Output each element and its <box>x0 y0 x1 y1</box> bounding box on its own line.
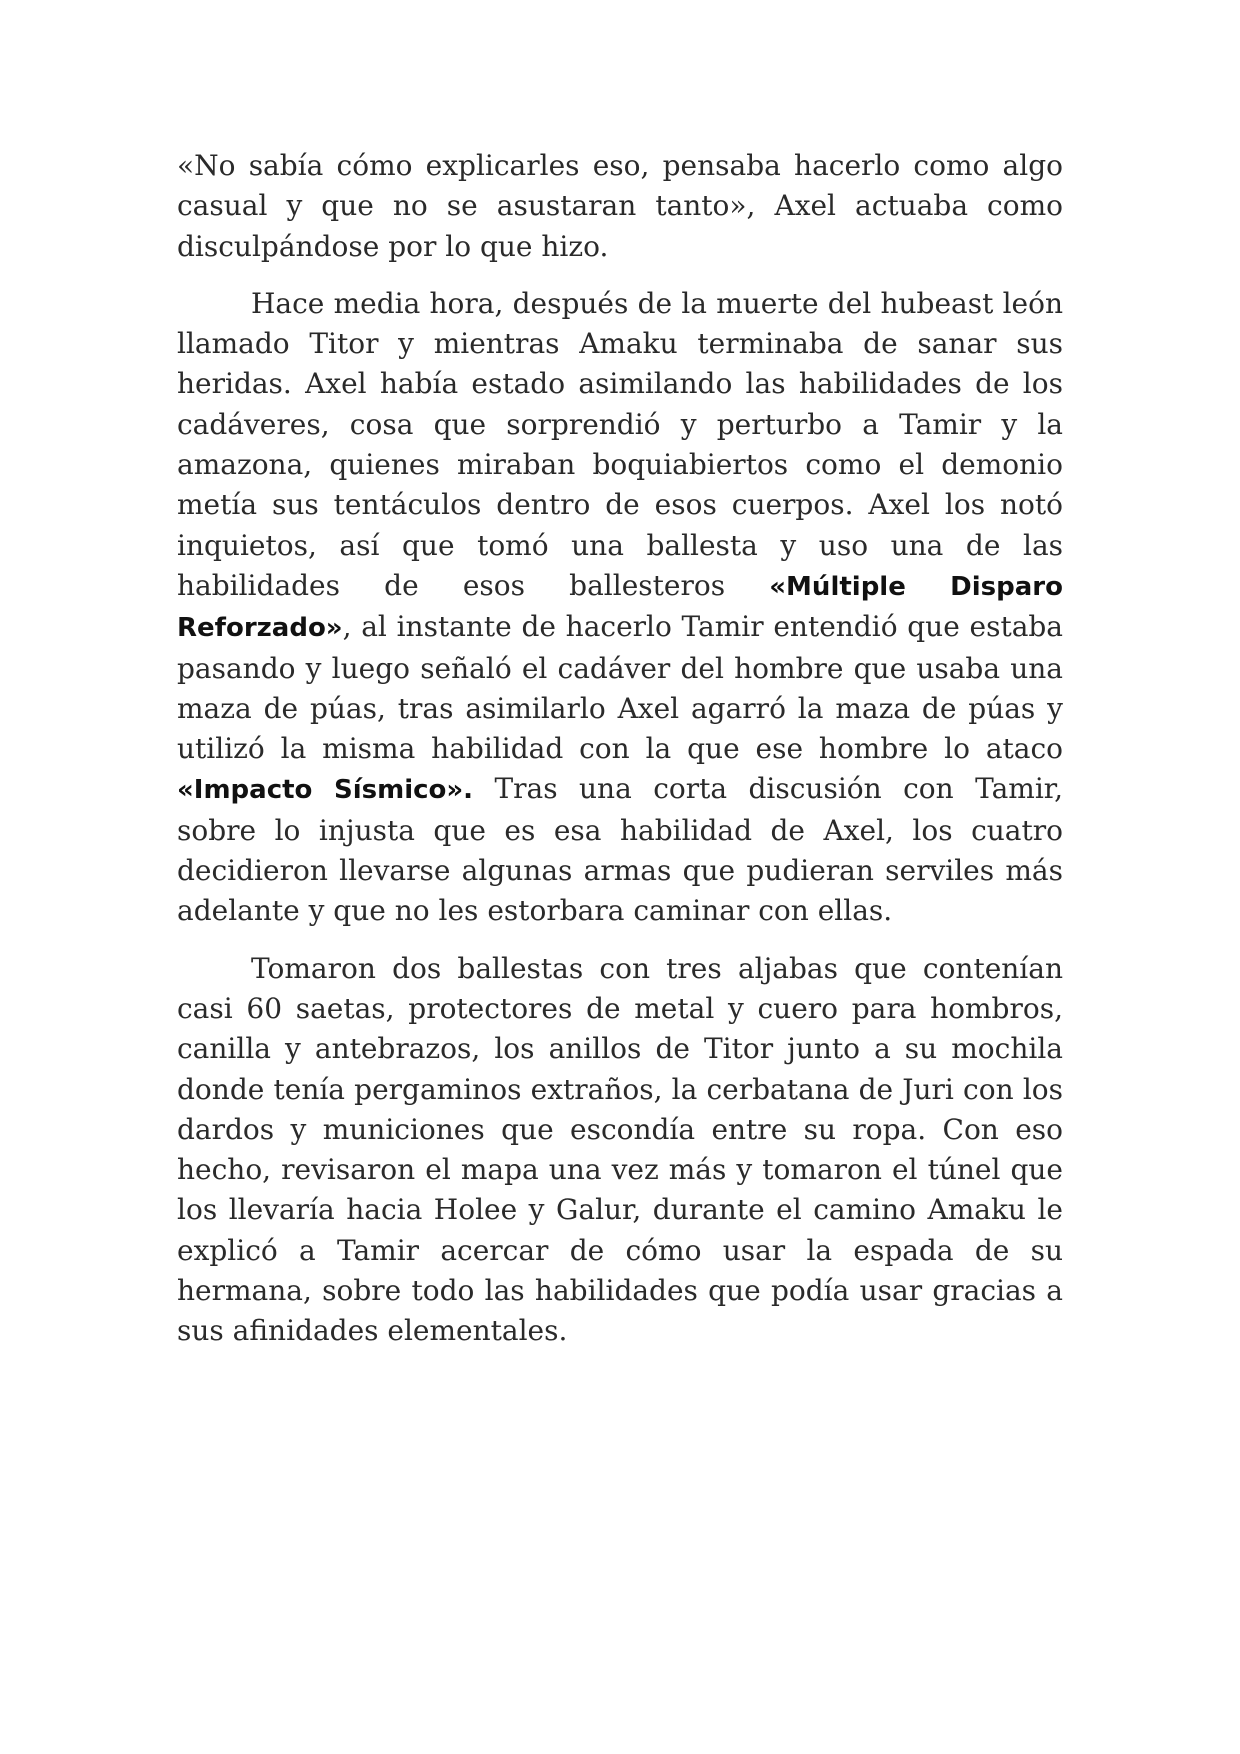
paragraph-1-text: «No sabía cómo explicarles eso, pensaba hacerlo como algo casual y que no se asustaran tanto», Axel actuaba como disculpándose por lo que hizo. <box>177 149 1063 263</box>
skill-name-multiple-disparo: «Múltiple Disparo Reforzado» <box>177 571 1063 644</box>
paragraph-2-text-a: Hace media hora, después de la muerte del hubeast león llamado Titor y mientras Amaku terminaba de sanar sus heridas. Axel había estado asimilando las habilidades de los cadáveres, cosa que sorprendió y perturbo a Tamir y la amazona, quienes miraban boquiabiertos como el demonio metía sus tentáculos dentro de esos cuerpos. Axel los notó inquietos, así que tomó una ballesta y uso una de las habilidades de esos ballesteros <box>177 286 1063 602</box>
paragraph-1 <box>177 146 1063 267</box>
skill-name-impacto-sismico: «Impacto Sísmico». <box>177 775 474 806</box>
paragraph-3 <box>177 949 1063 1352</box>
paragraph-3-text: Tomaron dos ballestas con tres aljabas que contenían casi 60 saetas, protectores de metal y cuero para hombros, canilla y antebrazos, los anillos de Titor junto a su mochila donde tenía pergaminos extraños, la cerbatana de Juri con los dardos y municiones que escondía entre su ropa. Con eso hecho, revisaron el mapa una vez más y tomaron el túnel que los llevaría hacia Holee y Galur, durante el camino Amaku le explicó a Tamir acercar de cómo usar la espada de su hermana, sobre todo las habilidades que podía usar gracias a sus afinidades elementales. <box>177 951 1063 1348</box>
paragraph-2-text-c: Tras una corta discusión con Tamir, sobre lo injusta que es esa habilidad de Axel, los cuatro decidieron llevarse algunas armas que pudieran serviles más adelante y que no les estorbara caminar con ellas. <box>177 772 1063 928</box>
paragraph-2-text-b: , al instante de hacerlo Tamir entendió que estaba pasando y luego señaló el cadáver del hombre que usaba una maza de púas, tras asimilarlo Axel agarró la maza de púas y utilizó la misma habilidad con la que ese hombre lo ataco <box>177 610 1063 766</box>
body-text <box>177 146 1063 1369</box>
paragraph-2 <box>177 284 1063 932</box>
